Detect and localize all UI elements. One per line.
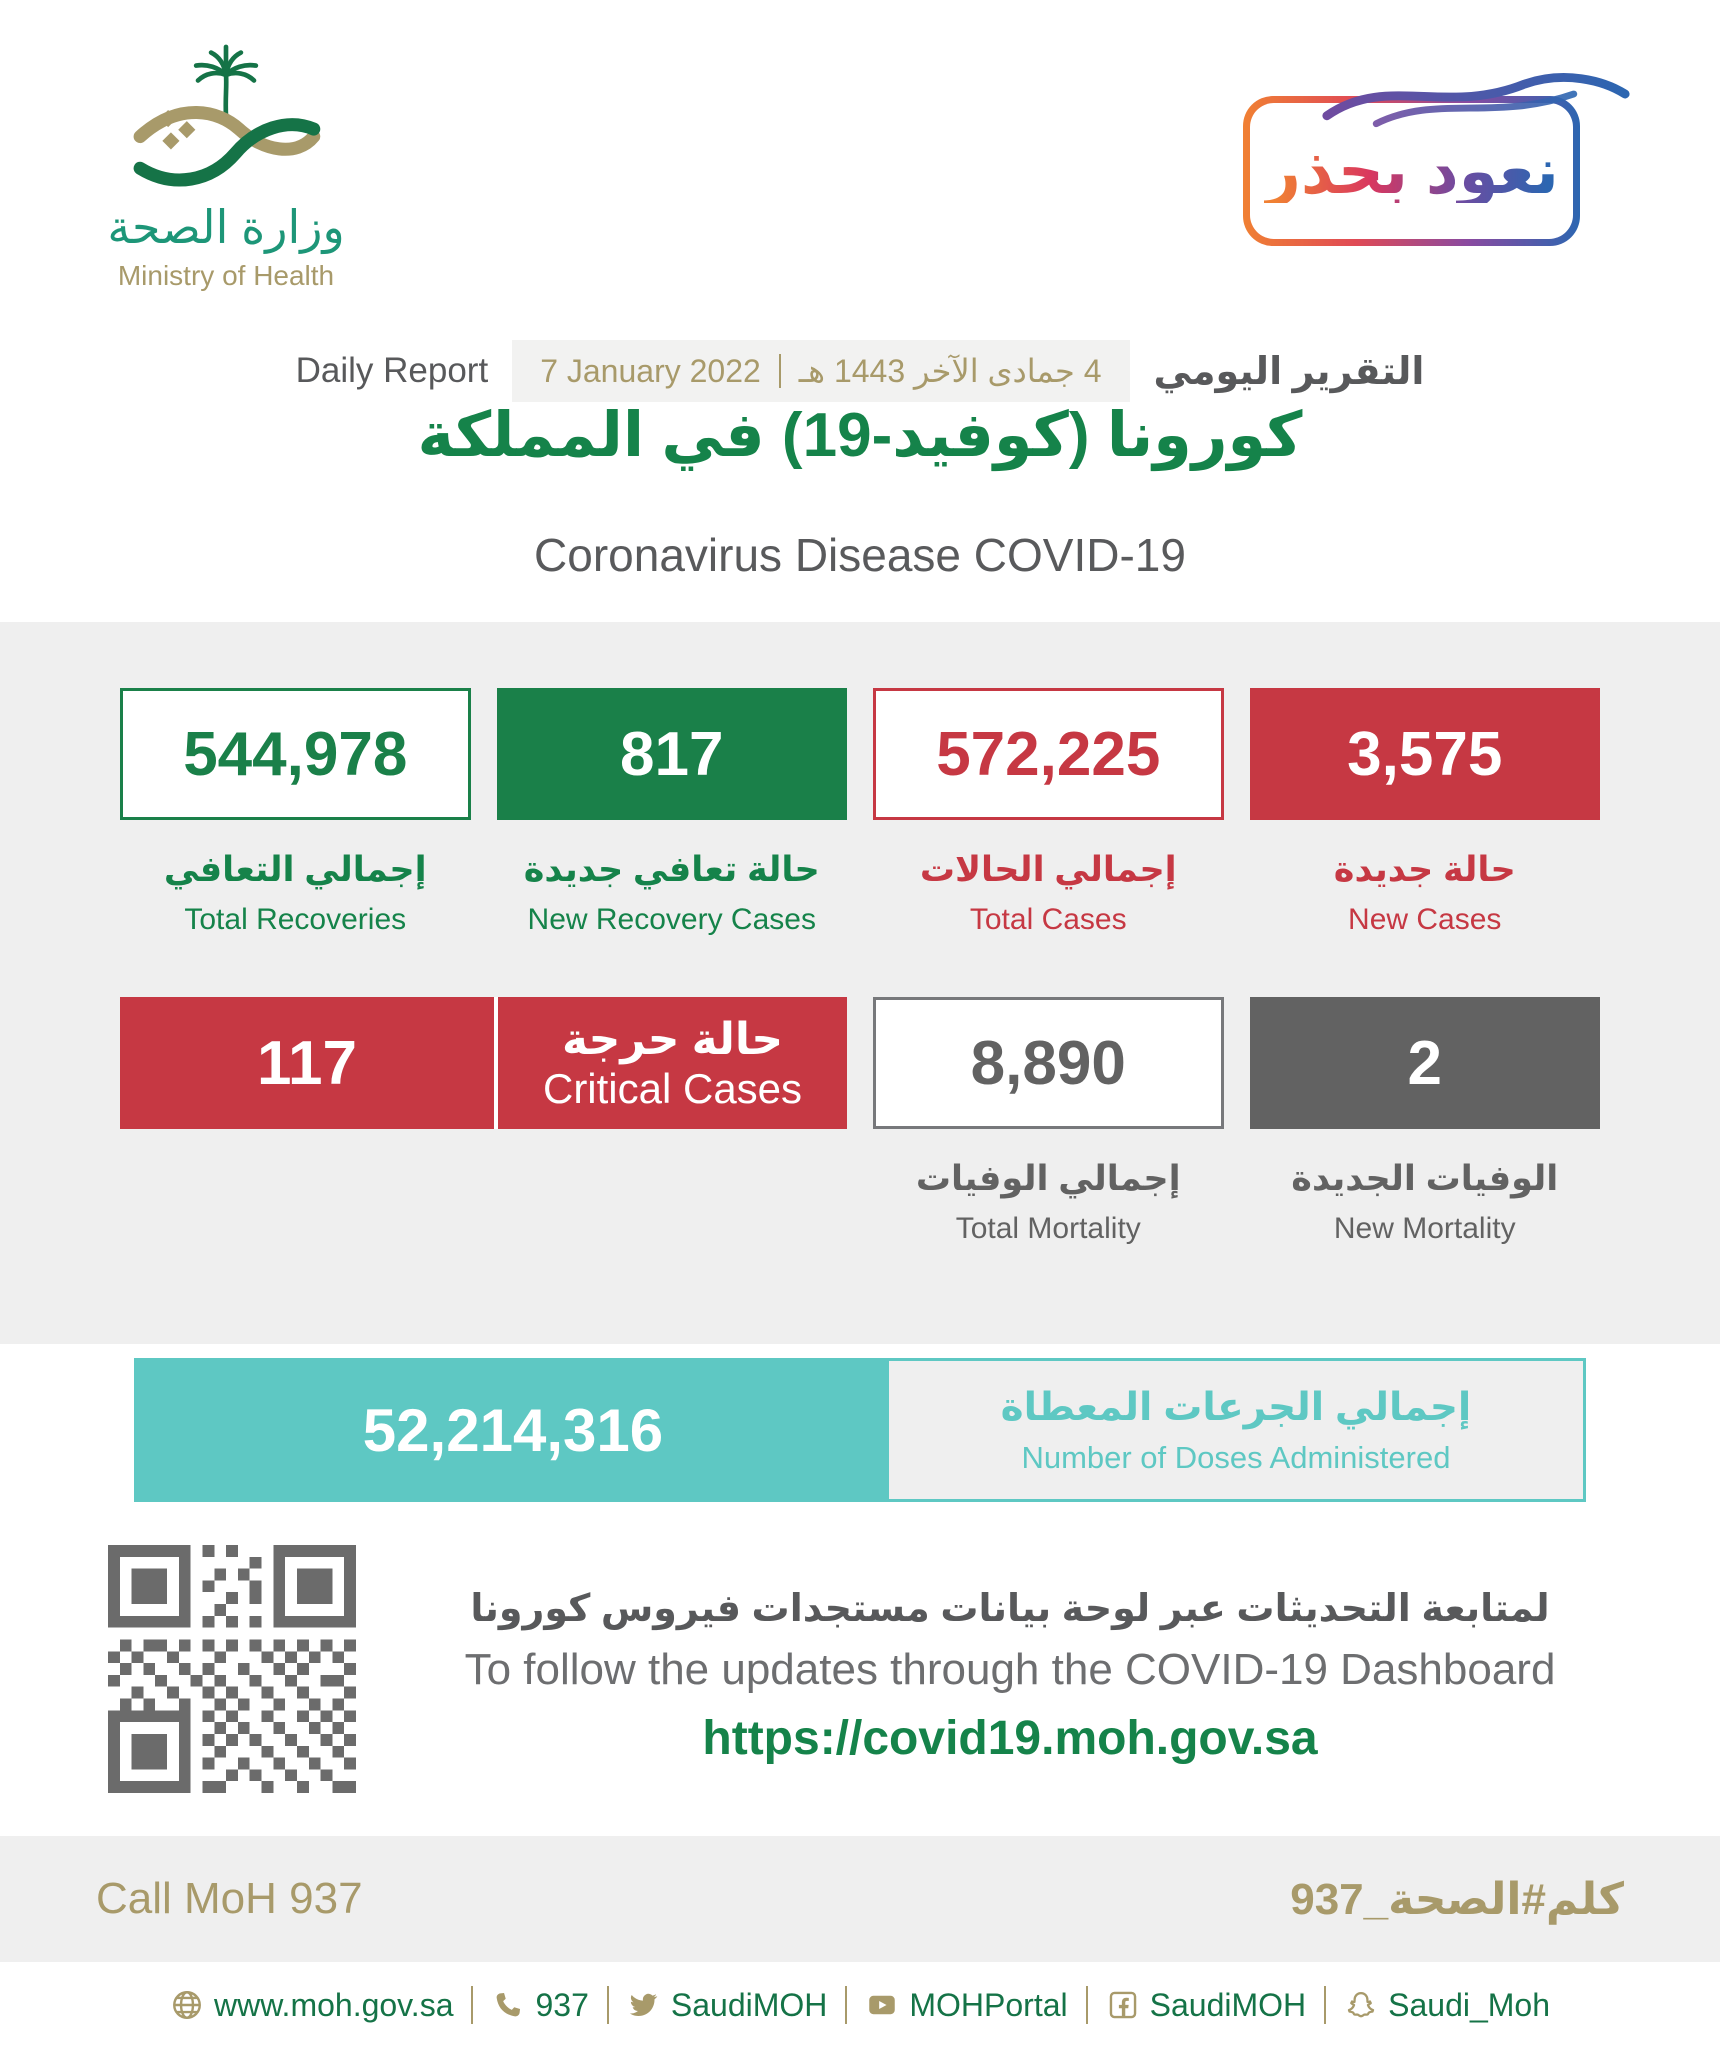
moh-logo-title-arabic: وزارة الصحة [107,201,345,253]
total-recoveries-label-arabic: إجمالي التعافي [163,850,427,889]
footer-item-website[interactable] [170,1987,454,2024]
moh-logo [110,32,342,200]
return-with-caution-badge [1243,96,1580,246]
new-mortality-label-english: New Mortality [1333,1212,1516,1245]
new-cases-label-arabic: حالة جديدة [1333,850,1516,889]
footer-separator [1086,1986,1088,2024]
daily-report-label-arabic: التقرير اليومي [1153,350,1425,393]
snapchat-icon [1344,1988,1378,2022]
globe-icon [170,1988,204,2022]
moh-logo-title-english: Ministry of Health [117,260,335,291]
critical-cases-value: 117 [120,997,498,1129]
total-recoveries-value: 544,978 [120,688,471,820]
call-moh-hashtag-arabic: كلم#الصحة_937 [1290,1874,1624,1924]
doses-administered-bar [134,1358,1586,1502]
page-title-english: Coronavirus Disease COVID-19 [534,529,1186,581]
new-recovery-cases-label-arabic: حالة تعافي جديدة [523,850,820,889]
stats-row-2 [120,997,1600,1246]
doses-label-arabic: إجمالي الجرعات المعطاة [1000,1385,1472,1429]
total-cases-label-arabic: إجمالي الحالات [919,850,1177,889]
total-cases-label-english: Total Cases [969,903,1127,936]
footer-item-twitter[interactable] [627,1987,828,2024]
report-date-box [512,340,1129,402]
stat-new-recovery-cases [497,688,848,937]
critical-cases-label-card [498,997,847,1129]
footer-separator [1324,1986,1326,2024]
total-mortality-value: 8,890 [873,997,1224,1129]
total-mortality-label-arabic: إجمالي الوفيات [915,1159,1181,1198]
stat-total-cases [873,688,1224,937]
footer-snapchat-label: Saudi_Moh [1388,1986,1551,2023]
critical-cases-label-english: Critical Cases [542,1064,803,1112]
stat-new-mortality [1250,997,1601,1246]
total-recoveries-label-english: Total Recoveries [184,903,407,936]
dashboard-qr-code [108,1545,356,1793]
stats-section [0,622,1720,1344]
page-title-arabic: كورونا (كوفيد-19) في المملكة [417,401,1303,470]
footer-phone-label: 937 [535,1986,589,2023]
phone-icon [491,1988,525,2022]
stat-total-mortality [873,997,1224,1246]
dashboard-info-block [390,1586,1630,1766]
stat-critical-cases [120,997,847,1129]
dashboard-text-arabic: لمتابعة التحديثات عبر لوحة بيانات مستجدات فيروس كورونا [470,1588,1550,1630]
footer-facebook-label: SaudiMOH [1149,1986,1307,2023]
daily-report-label-english: Daily Report [295,351,489,390]
footer-separator [471,1986,473,2024]
report-date-gregorian: 7 January 2022 [540,352,761,389]
date-divider [779,354,781,388]
call-moh-band [0,1836,1720,1962]
dashboard-url-link[interactable]: https://covid19.moh.gov.sa [702,1712,1318,1765]
footer-youtube-label: MOHPortal [909,1986,1068,2023]
facebook-icon [1106,1988,1140,2022]
moh-logo-block [70,32,382,292]
badge-text: نعود بحذر [1264,135,1559,207]
stats-row-1 [120,622,1600,937]
twitter-icon [627,1988,661,2022]
new-recovery-cases-value: 817 [497,688,848,820]
new-cases-value: 3,575 [1250,688,1601,820]
report-date-hijri: 4 جمادى الآخر 1443 هـ [798,353,1102,389]
report-header-row [0,340,1720,402]
new-cases-label-english: New Cases [1348,903,1502,936]
footer-item-facebook[interactable] [1106,1987,1307,2024]
footer-social-bar [0,1986,1720,2024]
new-recovery-cases-label-english: New Recovery Cases [527,903,816,936]
new-mortality-value: 2 [1250,997,1601,1129]
footer-website-label: www.moh.gov.sa [213,1986,454,2023]
call-moh-english: Call MoH 937 [96,1874,363,1923]
doses-administered-labels [889,1361,1583,1499]
doses-administered-value: 52,214,316 [137,1361,889,1499]
total-cases-value: 572,225 [873,688,1224,820]
footer-item-youtube[interactable] [865,1987,1067,2024]
youtube-icon [865,1988,899,2022]
doses-label-english: Number of Doses Administered [1021,1439,1451,1475]
footer-item-phone[interactable] [491,1987,588,2024]
total-mortality-label-english: Total Mortality [955,1212,1141,1245]
dashboard-text-english: To follow the updates through the COVID-19 Dashboard [464,1645,1556,1694]
stat-total-recoveries [120,688,471,937]
footer-item-snapchat[interactable] [1344,1987,1550,2024]
badge-swoosh-icon [1317,64,1633,130]
footer-separator [845,1986,847,2024]
new-mortality-label-arabic: الوفيات الجديدة [1291,1159,1559,1198]
critical-cases-label-arabic: حالة حرجة [561,1014,784,1064]
footer-twitter-label: SaudiMOH [670,1986,828,2023]
stat-new-cases [1250,688,1601,937]
footer-separator [607,1986,609,2024]
palm-tree-icon [196,47,256,116]
